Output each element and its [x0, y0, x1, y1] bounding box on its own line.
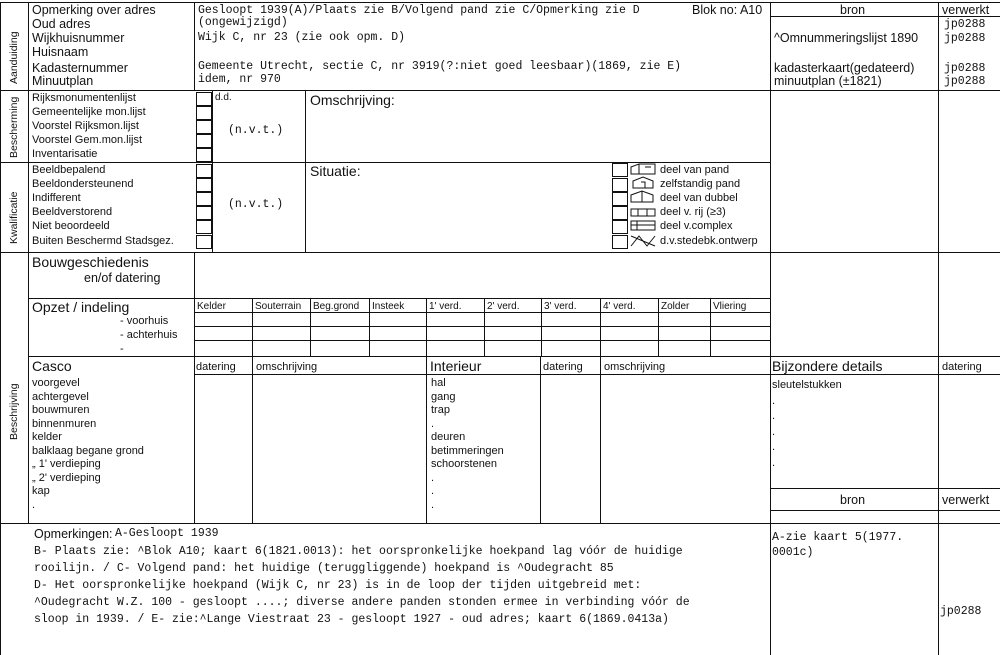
label-voorstel-gem-mon-lijst: Voorstel Gem.mon.lijst: [32, 134, 143, 146]
label-dd: d.d.: [215, 92, 232, 103]
opzet-col-header: 2' verd.: [487, 301, 520, 312]
casco-item: bouwmuren: [32, 404, 90, 416]
interieur-item: gang: [431, 390, 456, 403]
opmerking-line-5: sloop in 1939. / E- zie:^Lange Viestraat 23 - gesloopt 1927 - oud adres; kaart 6(1869.0413a): [34, 613, 669, 626]
casco-omschrijving-header: omschrijving: [256, 361, 318, 373]
opzet-col-header: Vliering: [713, 301, 747, 312]
label-buiten-beschermd-stadsgez: Buiten Beschermd Stadsgez.: [32, 235, 174, 247]
label-beeldverstorend: Beeldverstorend: [32, 206, 113, 218]
opzet-col-line: [369, 298, 370, 356]
opmerking-line-1: B- Plaats zie: ^Blok A10; kaart 6(1821.0013): het oorspronkelijke hoekpand lag vóór de huidige: [34, 545, 683, 558]
bijzondere-item: .: [772, 441, 776, 453]
opmerking-line-4: ^Oudegracht W.Z. 100 - gesloopt ....; diverse andere panden stonden ermee in verbinding vóór de: [34, 596, 690, 609]
heading-omschrijving: Omschrijving:: [310, 92, 395, 108]
opzet-col-header: Insteek: [372, 301, 405, 312]
opzet-col-header: 3' verd.: [544, 301, 577, 312]
bijzondere-item: sleutelstukken: [772, 379, 842, 391]
label-beeldbepalend: Beeldbepalend: [32, 164, 106, 176]
opzet-col-line: [710, 298, 711, 356]
divider-kwalificatie: [0, 252, 1000, 253]
casco-item: achtergevel: [32, 390, 89, 403]
bijzondere-datering-header: datering: [942, 361, 982, 373]
opmerking-bron-note-1: A-zie kaart 5(1977.: [772, 531, 904, 544]
opzet-col-header: Kelder: [197, 301, 226, 312]
situatie-building-icons: [629, 162, 657, 250]
casco-omschrijving-line: [252, 356, 253, 523]
opzet-col-line: [194, 298, 195, 356]
bijzondere-item: .: [772, 410, 776, 422]
casco-item: binnenmuren: [32, 417, 97, 430]
bescherming-nvt: (n.v.t.): [228, 124, 284, 137]
label-voorstel-rijksmon-lijst: Voorstel Rijksmon.lijst: [32, 120, 139, 132]
label-inventarisatie: Inventarisatie: [32, 148, 98, 160]
opzet-col-line: [541, 298, 542, 356]
label-beeldondersteunend: Beeldondersteunend: [32, 178, 134, 190]
value-minuutplan: idem, nr 970: [198, 73, 281, 86]
value-opmerking-over-adres: Gesloopt 1939(A)/Plaats zie B/Volgend pand zie C/Opmerking zie D: [198, 4, 640, 17]
casco-item: voorgevel: [32, 377, 80, 389]
casco-item: kap: [32, 485, 50, 497]
interieur-item: schoorstenen: [431, 458, 498, 470]
opmerking-line-2: rooilijn. / C- Volgend pand: het huidige (teruggliggende) hoekpand is ^Oudegracht 85: [34, 562, 614, 575]
opzet-col-line: [600, 298, 601, 356]
opmerking-verwerkt-note: jp0288: [940, 605, 982, 618]
side-column-line: [28, 2, 29, 523]
label-kadasternummer: Kadasternummer: [32, 61, 128, 75]
checkbox-deel-van-pand[interactable]: [612, 163, 628, 177]
opzet-header-line: [194, 312, 770, 313]
verwerkt-row-4: jp0288: [944, 75, 986, 88]
label-niet-beoordeeld: Niet beoordeeld: [32, 220, 110, 232]
checkbox-rijksmonumentenlijst[interactable]: [196, 92, 212, 106]
interieur-item: .: [431, 498, 435, 511]
checkbox-inventarisatie[interactable]: [196, 148, 212, 162]
label-gemeentelijke-mon-lijst: Gemeentelijke mon.lijst: [32, 106, 146, 118]
divider-opzet: [28, 356, 1000, 357]
casco-header-line: [194, 374, 1000, 375]
bouwgeschiedenis-line: [194, 252, 195, 298]
divider-lower-bron: [770, 488, 1000, 489]
label-en-of-datering: en/of datering: [84, 271, 161, 285]
situatie-deel-van-dubbel: deel van dubbel: [660, 192, 738, 204]
opzet-row-achterhuis: - achterhuis: [120, 329, 178, 341]
opmerking-bron-note-2: 0001c): [772, 546, 814, 559]
lower-bron-header-line: [770, 510, 1000, 511]
checkbox-dv-stedebk-ontwerp[interactable]: [612, 235, 628, 249]
label-wijkhuisnummer: Wijkhuisnummer: [32, 31, 125, 45]
heading-bouwgeschiedenis: Bouwgeschiedenis: [32, 254, 149, 270]
opzet-col-header: Souterrain: [255, 301, 302, 312]
left-border: [0, 2, 1, 655]
heading-situatie: Situatie:: [310, 163, 361, 179]
side-label-kwalificatie: Kwalificatie: [8, 191, 20, 244]
heading-opzet-indeling: Opzet / indeling: [32, 299, 130, 315]
lower-bron-header: bron: [840, 493, 866, 507]
lower-verwerkt-header: verwerkt: [942, 493, 990, 507]
checkbox-deel-v-rij[interactable]: [612, 206, 628, 220]
label-rijksmonumentenlijst: Rijksmonumentenlijst: [32, 92, 136, 104]
situatie-dv-stedebk-ontwerp: d.v.stedebk.ontwerp: [660, 235, 758, 247]
interieur-item: deuren: [431, 431, 466, 443]
opzet-col-line: [658, 298, 659, 356]
opzet-row-voorhuis: - voorhuis: [120, 315, 169, 327]
side-label-bescherming: Bescherming: [8, 96, 20, 158]
verwerkt-row-0: jp0288: [944, 18, 986, 31]
opzet-col-header: Zolder: [661, 301, 690, 312]
heading-bijzondere-details: Bijzondere details: [772, 358, 883, 374]
checkbox-voorstel-rijksmon-lijst[interactable]: [196, 120, 212, 134]
opzet-col-header: 4' verd.: [603, 301, 636, 312]
bijzondere-item: .: [772, 456, 776, 469]
kwalificatie-nvt: (n.v.t.): [228, 198, 284, 211]
interieur-datering-line: [540, 356, 541, 523]
opzet-col-header: Beg.grond: [313, 301, 360, 312]
label-opmerking-over-adres: Opmerking over adres: [32, 3, 156, 17]
checkbox-voorstel-gem-mon-lijst[interactable]: [196, 134, 212, 148]
divider-beschrijving: [0, 523, 1000, 524]
interieur-item: betimmeringen: [431, 444, 504, 457]
label-oud-adres: Oud adres: [32, 17, 91, 31]
side-label-beschrijving: Beschrijving: [8, 383, 20, 440]
checkbox-beeldverstorend[interactable]: [196, 206, 212, 220]
opzet-col-header: 1' verd.: [429, 301, 462, 312]
checkbox-niet-beoordeeld[interactable]: [196, 220, 212, 234]
interieur-item: .: [431, 485, 435, 497]
bron-row-omnummering: ^Omnummeringslijst 1890: [774, 31, 919, 45]
nvt-column-left: [212, 90, 213, 252]
casco-datering-header: datering: [196, 361, 236, 373]
value-wijkhuisnummer: Wijk C, nr 23 (zie ook opm. D): [198, 31, 406, 44]
opzet-row-line-2: [194, 340, 770, 341]
aanduiding-value-line: [194, 2, 195, 90]
heading-interieur: Interieur: [430, 358, 482, 374]
verwerkt-row-3: jp0288: [944, 62, 986, 75]
label-minuutplan: Minuutplan: [32, 74, 94, 88]
checkbox-buiten-beschermd[interactable]: [196, 235, 212, 249]
label-huisnaam: Huisnaam: [32, 45, 89, 59]
opzet-row-line-1: [194, 326, 770, 327]
bron-header: bron: [840, 3, 866, 17]
verwerkt-column-line: [938, 2, 939, 655]
casco-datering-line: [194, 356, 195, 523]
situatie-deel-v-complex: deel v.complex: [660, 220, 733, 232]
divider-aanduiding: [0, 90, 1000, 91]
label-indifferent: Indifferent: [32, 192, 81, 204]
bijzondere-item: .: [772, 425, 776, 438]
interieur-left-line: [426, 356, 427, 523]
interieur-omschrijving-header: omschrijving: [604, 361, 666, 373]
checkbox-deel-van-dubbel[interactable]: [612, 192, 628, 206]
opzet-col-line: [426, 298, 427, 356]
situatie-zelfstandig-pand: zelfstandig pand: [660, 178, 741, 190]
situatie-deel-v-rij: deel v. rij (≥3): [660, 206, 726, 218]
verwerkt-header: verwerkt: [942, 3, 990, 17]
interieur-item: hal: [431, 377, 446, 389]
casco-item: balklaag begane grond: [32, 444, 144, 457]
bijzondere-item: .: [772, 394, 776, 407]
opzet-col-line: [484, 298, 485, 356]
interieur-item: .: [431, 471, 435, 484]
checkbox-indifferent[interactable]: [196, 192, 212, 206]
interieur-omschrijving-line: [600, 356, 601, 523]
situatie-deel-van-pand: deel van pand: [660, 164, 730, 176]
opzet-row-empty: -: [120, 343, 124, 355]
checkbox-deel-v-complex[interactable]: [612, 220, 628, 234]
checkbox-beeldbepalend[interactable]: [196, 164, 212, 178]
casco-item: .: [32, 498, 36, 511]
casco-item: „ 1' verdieping: [32, 458, 101, 470]
heading-casco: Casco: [32, 358, 72, 374]
opzet-col-line: [310, 298, 311, 356]
checkbox-beeldondersteunend[interactable]: [196, 178, 212, 192]
verwerkt-row-1: jp0288: [944, 32, 986, 45]
value-oud-adres: (ongewijzigd): [198, 16, 288, 29]
interieur-item: .: [431, 417, 435, 430]
casco-item: „ 2' verdieping: [32, 471, 101, 484]
nvt-column-right: [305, 90, 306, 252]
label-opmerkingen: Opmerkingen:: [34, 527, 113, 541]
interieur-item: trap: [431, 404, 450, 416]
checkbox-gemeentelijke-mon-lijst[interactable]: [196, 106, 212, 120]
interieur-datering-header: datering: [543, 361, 583, 373]
checkbox-zelfstandig-pand[interactable]: [612, 178, 628, 192]
side-label-aanduiding: Aanduiding: [8, 31, 20, 84]
opzet-col-line: [252, 298, 253, 356]
casco-item: kelder: [32, 431, 62, 443]
bron-column-line: [770, 2, 771, 655]
blok-number: Blok no: A10: [692, 3, 763, 17]
value-kadasternummer: Gemeente Utrecht, sectie C, nr 3919(?:niet goed leesbaar)(1869, zie E): [198, 60, 682, 73]
bron-row-kadasterkaart: kadasterkaart(gedateerd): [774, 61, 915, 75]
bron-row-minuutplan: minuutplan (±1821): [774, 74, 882, 88]
opmerking-line-0: A-Gesloopt 1939: [115, 527, 219, 540]
opmerking-line-3: D- Het oorspronkelijke hoekpand (Wijk C, nr 23) is in de loop der tijden uitgebreid met:: [34, 579, 642, 592]
